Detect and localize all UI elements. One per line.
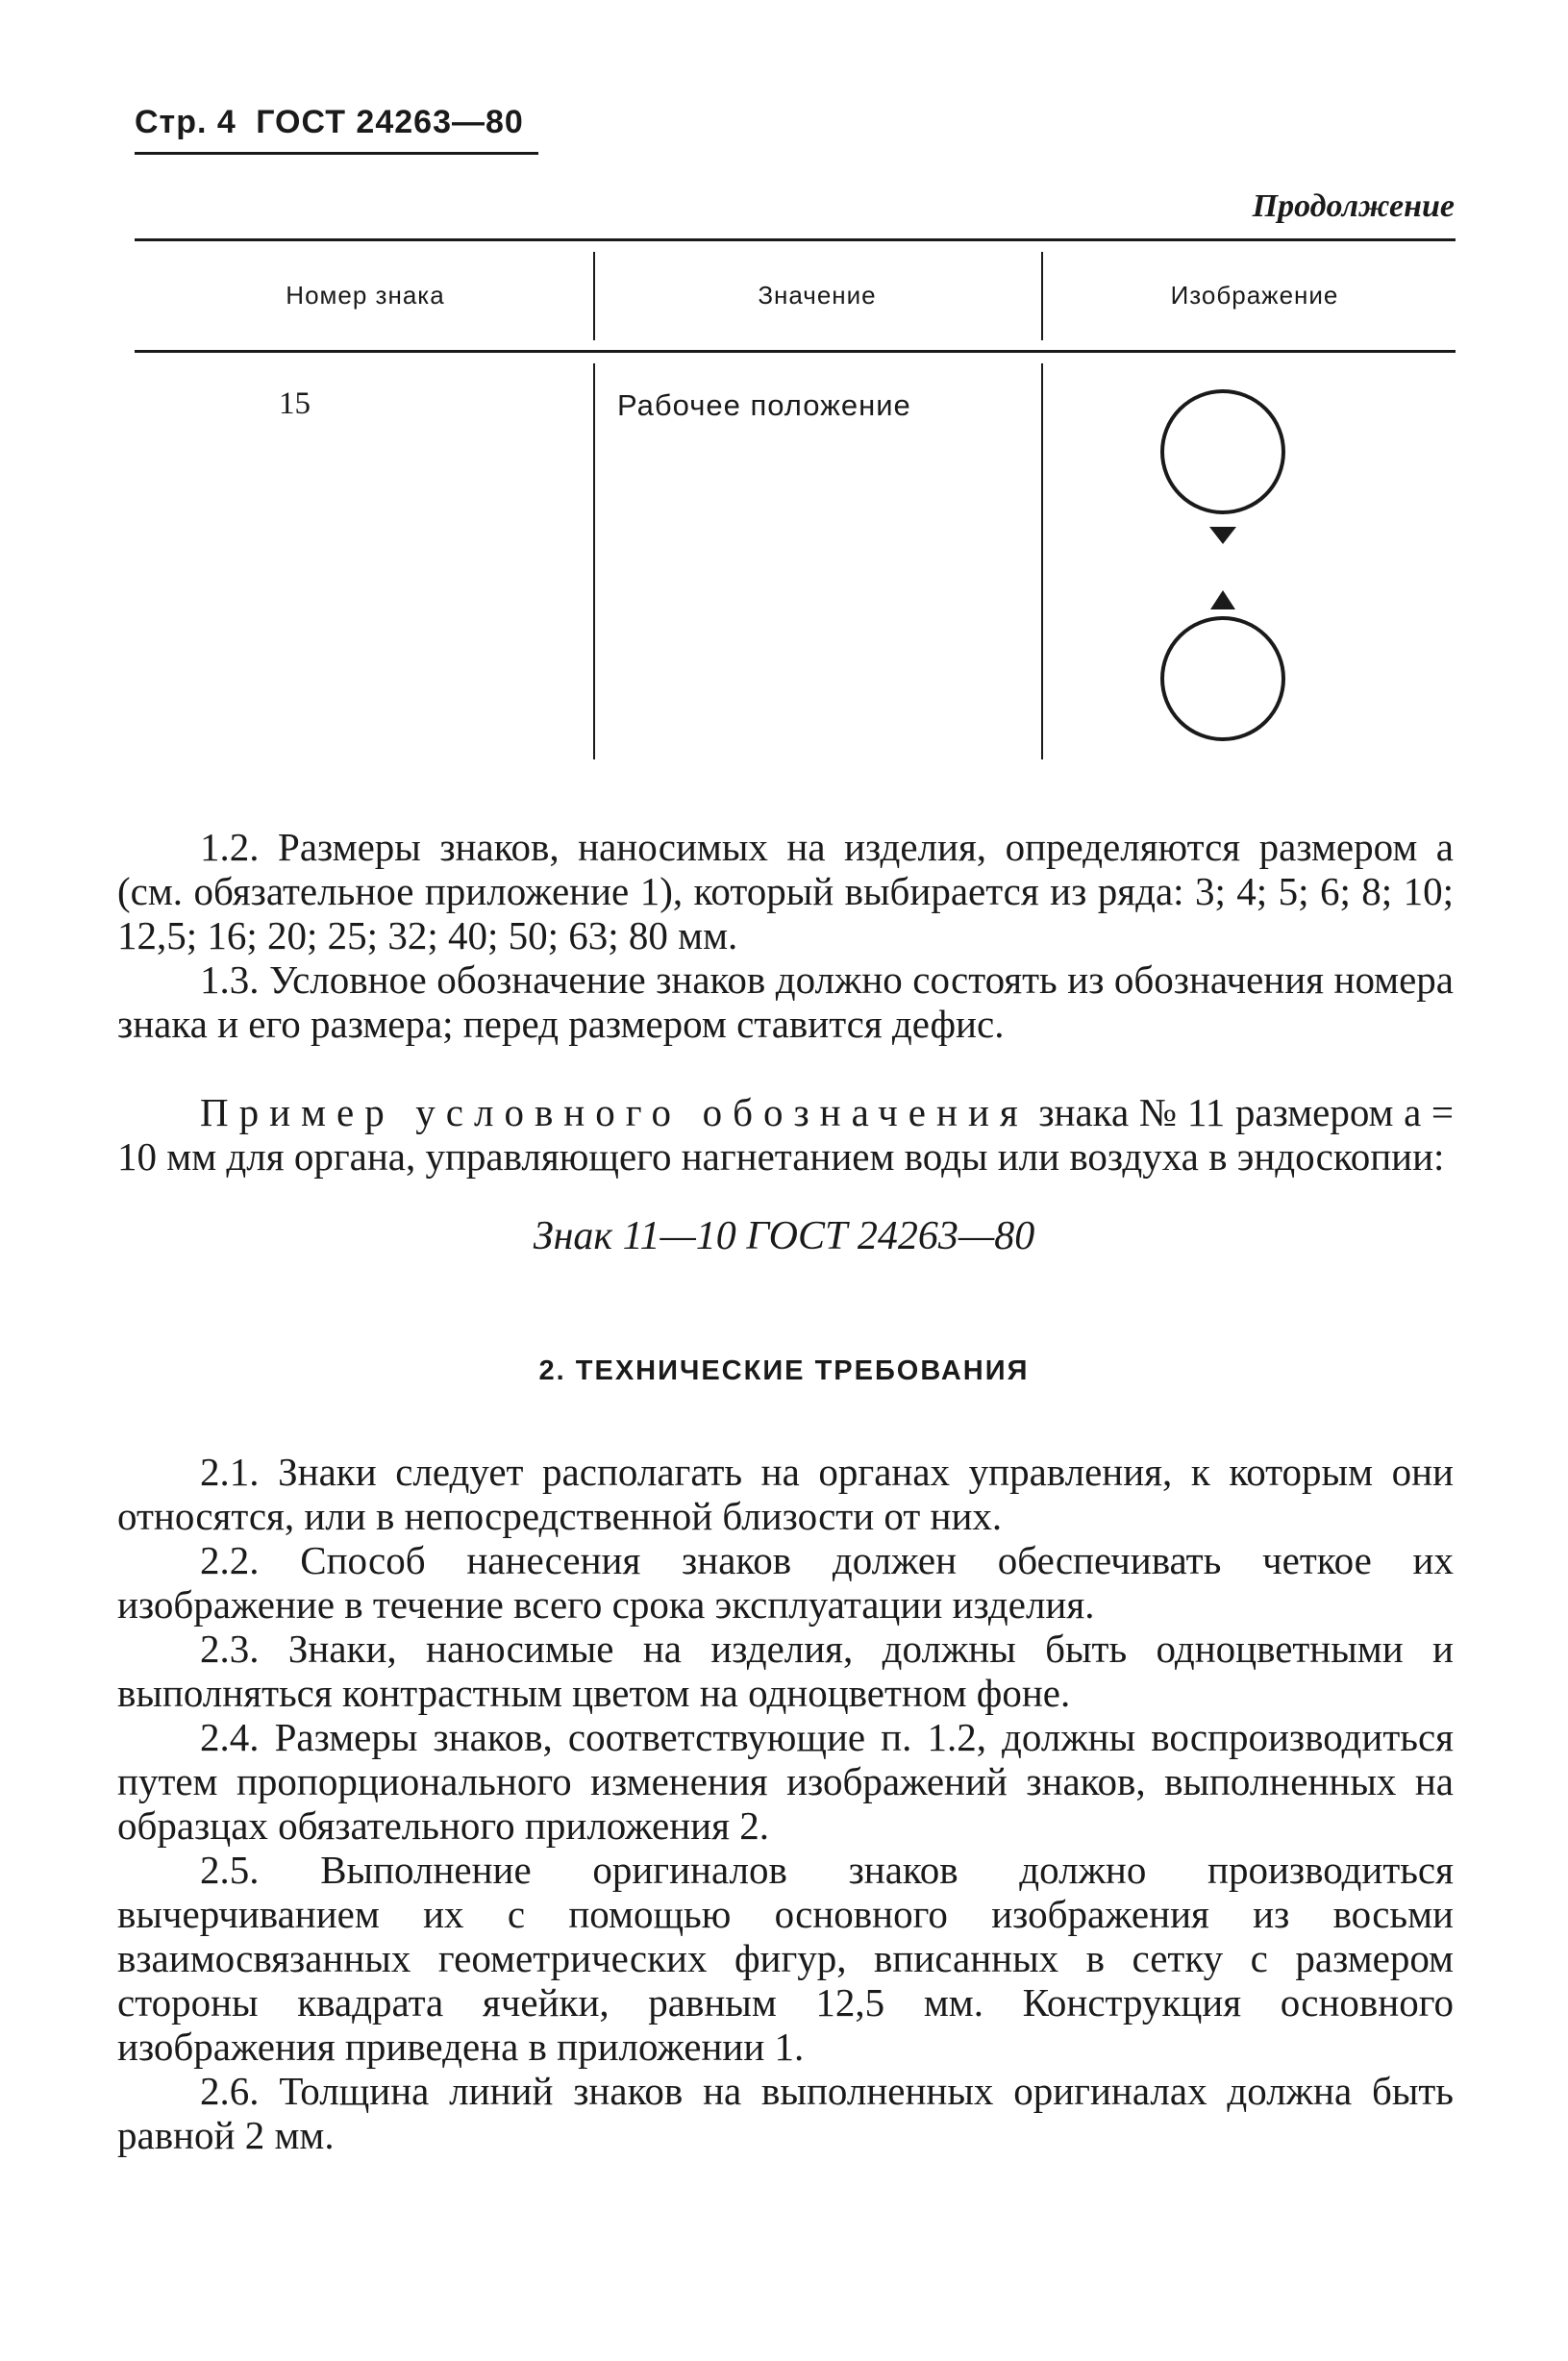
paragraph-example — [117, 1090, 1454, 1179]
header-underline — [135, 152, 538, 155]
column-header-number: Номер знака — [286, 281, 445, 310]
paragraph-2-5: 2.5. Выполнение оригиналов знаков должно производиться вычерчиванием их с помощью основного изображения из восьми взаимосвязанных геометрических фигур, вписанных в сетку с размером стороны квадрата ячейки, равным 12,5 мм. Конструкция основного изображения приведена в приложении 1. — [117, 1848, 1454, 2069]
paragraph-2-4: 2.4. Размеры знаков, соответствующие п. 1.2, должны воспроизводиться путем пропорционального изменения изображений знаков, выполненных на образцах обязательного приложения 2. — [117, 1715, 1454, 1848]
paragraph-2-6: 2.6. Толщина линий знаков на выполненных оригиналах должна быть равной 2 мм. — [117, 2069, 1454, 2157]
example-designation: Знак 11—10 ГОСТ 24263—80 — [533, 1214, 1035, 1258]
page-number: Стр. 4 — [135, 104, 236, 140]
paragraph-2-2: 2.2. Способ нанесения знаков должен обеспечивать четкое их изображение в течение всего срока эксплуатации изделия. — [117, 1538, 1454, 1627]
continuation-label: Продолжение — [1252, 188, 1455, 224]
upper-circle-icon — [1162, 391, 1283, 512]
paragraph-2-1: 2.1. Знаки следует располагать на органах управления, к которым они относятся, или в непосредственной близости от них. — [117, 1450, 1454, 1538]
example-lead: Пример условного обозначения — [200, 1090, 1029, 1134]
column-header-meaning: Значение — [758, 281, 877, 310]
section-title: 2. ТЕХНИЧЕСКИЕ ТРЕБОВАНИЯ — [538, 1355, 1030, 1386]
row-meaning: Рабочее положение — [617, 388, 911, 422]
table-divider-1-head — [593, 252, 595, 340]
table-top-rule — [135, 238, 1456, 241]
table-divider-2-head — [1041, 252, 1043, 340]
page-header — [135, 104, 524, 141]
row-number: 15 — [279, 386, 311, 421]
triangle-down-icon — [1209, 527, 1236, 544]
table-header-rule — [135, 350, 1456, 353]
paragraph-2-3: 2.3. Знаки, наносимые на изделия, должны быть одноцветными и выполняться контрастным цветом на одноцветном фоне. — [117, 1627, 1454, 1715]
paragraph-1-2: 1.2. Размеры знаков, наносимых на изделия, определяются размером a (см. обязательное приложение 1), который выбирается из ряда: 3; 4; 5; 6; 8; 10; 12,5; 16; 20; 25; 32; 40; 50; 63; 80 мм. — [117, 825, 1454, 957]
standard-code: ГОСТ 24263—80 — [256, 104, 524, 140]
working-position-sign — [1144, 385, 1327, 759]
triangle-up-icon — [1210, 590, 1235, 609]
table-divider-1-body — [593, 363, 595, 759]
paragraph-1-3: 1.3. Условное обозначение знаков должно состоять из обозначения номера знака и его размера; перед размером ставится дефис. — [117, 957, 1454, 1046]
column-header-image: Изображение — [1170, 281, 1339, 310]
table-divider-2-body — [1041, 363, 1043, 759]
lower-circle-icon — [1162, 618, 1283, 739]
example-text: знака № 11 размером a = 10 мм для органа, управляющего нагнетанием воды или воздуха в эндоскопии: — [117, 1090, 1455, 1179]
